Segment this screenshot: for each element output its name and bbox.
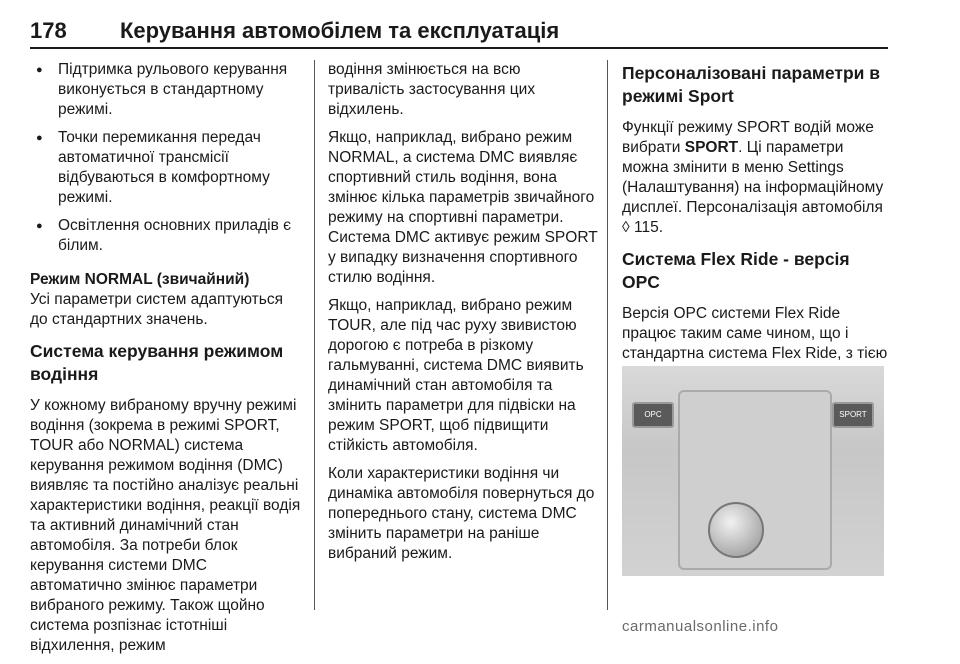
column-divider [314, 60, 315, 610]
paragraph: Якщо, наприклад, вибрано режим NORMAL, а система DMC виявляє спортивний стиль водіння, вона змінює кілька параметрів звичайного режиму на спортивні параметри. Система DMC активує режим SPORT у випадку визначення спортивного стилю водіння. [328, 129, 598, 286]
column-right [622, 60, 888, 412]
column-divider [607, 60, 608, 610]
rotary-knob [708, 502, 764, 558]
column-left [30, 60, 302, 664]
sport-text-a: Функції режиму SPORT водій може вибрати [622, 119, 874, 156]
paragraph: водіння змінюється на всю тривалість застосування цих відхилень. [328, 61, 536, 118]
column-middle [328, 60, 600, 572]
console-photo [622, 366, 884, 576]
paragraph: Якщо, наприклад, вибрано режим TOUR, але під час руху звивистою дорогою є потреба в різкому гальмуванні, система DMC виявить динамічний стан автомобіля та змінить параметри для підвіски на режим SPORT, щоб підвищити стійкість автомобіля. [328, 297, 584, 454]
section-heading-sport: Персоналізовані параметри в режимі Sport [622, 63, 881, 106]
sport-keyword: SPORT [684, 139, 739, 156]
list-item: ● Точки перемикання передач автоматичної трансмісії відбуваються в комфортному режимі. [30, 128, 302, 208]
watermark: carmanualsonline.info [622, 618, 779, 635]
header-rule [30, 47, 888, 49]
page-header [30, 8, 888, 48]
normal-mode-heading: Режим NORMAL (звичайний) [30, 271, 250, 288]
page-number: 178 [30, 18, 67, 43]
normal-mode-text: Усі параметри систем адаптуються до стандартних значень. [30, 291, 283, 328]
sport-text-b: . Ці параметри можна змінити в меню Settings (Налаштування) на інформаційному дисплеї. Персоналізація автомобіля [622, 139, 884, 216]
feature-list [30, 60, 302, 256]
page-ref: 115. [629, 219, 663, 236]
section-heading-opc: Система Flex Ride - версія OPC [622, 249, 850, 292]
list-item: ● Підтримка рульового керування виконується в стандартному режимі. [30, 60, 302, 120]
dmc-text: У кожному вибраному вручну режимі водіння (зокрема в режимі SPORT, TOUR або NORMAL) система керування режимом водіння (DMC) виявляє та постійно аналізує реальні характеристики водіння, реакції водія та активний динамічний стан автомобіля. За потреби блок керування системи DMC автоматично змінює параметри вибраного режиму. Також щойно система розпізнає істотніші відхилення, режим [30, 397, 301, 654]
opc-button: OPC [632, 402, 674, 428]
page-title: Керування автомобілем та експлуатація [120, 18, 560, 43]
section-heading-dmc: Система керування режимом водіння [30, 341, 284, 384]
sport-button: SPORT [832, 402, 874, 428]
paragraph: Коли характеристики водіння чи динаміка автомобіля повернуться до попереднього стану, система DMC змінить параметри на раніше вибраний режим. [328, 465, 595, 562]
page-ref-arrow-icon: ◊ [622, 219, 630, 236]
list-item: ● Освітлення основних приладів є білим. [30, 216, 302, 256]
opc-text: Версія OPC системи Flex Ride працює таким саме чином, що і стандартна система Flex Ride, з тією [622, 305, 888, 362]
sport-text [622, 118, 888, 238]
